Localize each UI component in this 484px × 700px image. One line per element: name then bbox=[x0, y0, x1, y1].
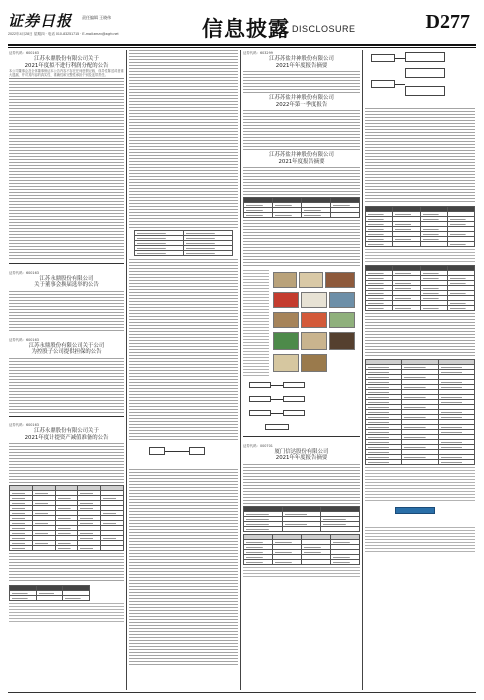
column-4 bbox=[365, 50, 475, 553]
newspaper-logo: 证券日报 bbox=[8, 12, 73, 30]
announcement-title: 2022年第一季度报告 bbox=[275, 101, 328, 108]
data-table bbox=[134, 230, 232, 256]
company-name: 江苏苏盐井神股份有限公司 bbox=[269, 56, 334, 62]
body-text bbox=[129, 259, 238, 441]
column-1 bbox=[9, 50, 124, 623]
announcement-header bbox=[9, 337, 124, 356]
column-divider bbox=[362, 50, 363, 690]
process-flowchart bbox=[243, 380, 360, 432]
announcement-title: 2021年度拟不进行利润分配的公告 bbox=[24, 62, 109, 69]
divider bbox=[9, 416, 124, 417]
column-2 bbox=[129, 50, 238, 665]
product-photo bbox=[329, 312, 355, 328]
product-photo bbox=[325, 272, 355, 288]
link-area bbox=[365, 505, 475, 525]
page-number: D277 bbox=[425, 11, 470, 33]
data-table bbox=[243, 534, 360, 565]
announcement-header bbox=[9, 422, 124, 441]
product-photo bbox=[301, 332, 327, 350]
structure-diagram bbox=[365, 50, 475, 106]
data-table bbox=[9, 485, 124, 551]
product-figure bbox=[243, 270, 360, 378]
announcement-title: 关于董事会换届选举的公告 bbox=[34, 282, 99, 289]
company-name: 厦门信达股份有限公司 bbox=[274, 448, 329, 455]
body-text bbox=[129, 50, 238, 228]
data-table bbox=[9, 585, 90, 601]
body-text bbox=[243, 110, 360, 150]
company-name: 江苏永鼎股份有限公司关于 bbox=[34, 56, 99, 62]
data-table bbox=[365, 265, 475, 311]
section-subtitle: DISCLOSURE bbox=[292, 24, 356, 34]
announcement-title: 2021年度计提资产减值准备的公告 bbox=[24, 434, 109, 441]
column-3 bbox=[243, 50, 360, 579]
product-photo bbox=[301, 292, 327, 308]
body-text bbox=[243, 71, 360, 93]
date-line: 2022年4月28日 星期四 · 电话 010-83251715 · E-mail:zmzx@zqrb.net bbox=[8, 32, 119, 36]
announcement-title: 2021年年度报告摘要 bbox=[275, 62, 328, 69]
company-name: 江苏苏盐井神股份有限公司 bbox=[269, 152, 334, 158]
body-text bbox=[243, 567, 360, 579]
body-text bbox=[9, 603, 124, 623]
company-name: 江苏永鼎股份有限公司 bbox=[39, 275, 94, 282]
stock-code: 证券代码：600163 bbox=[9, 423, 39, 428]
board-notice: 本公司董事会及全体董事保证本公告内容不存在任何虚假记载、误导性陈述或者重大遗漏，并对其内容的真实性、准确性和完整性承担个别及连带责任。 bbox=[9, 70, 124, 79]
product-photo bbox=[273, 312, 299, 328]
header-rule-thin bbox=[8, 47, 476, 48]
body-text bbox=[365, 527, 475, 553]
announcement-title: 2021年年度报告摘要 bbox=[275, 455, 328, 462]
product-photo bbox=[329, 292, 355, 308]
column-divider bbox=[126, 50, 127, 690]
product-photo bbox=[301, 312, 327, 328]
stock-code: 证券代码：000701 bbox=[243, 443, 273, 448]
announcement-header bbox=[243, 443, 360, 462]
body-text bbox=[9, 553, 124, 583]
masthead bbox=[8, 10, 476, 44]
product-photo bbox=[273, 292, 299, 308]
body-text bbox=[365, 249, 475, 263]
section-title: 信息披露 bbox=[202, 16, 290, 41]
data-table bbox=[365, 359, 475, 465]
data-table bbox=[243, 506, 360, 532]
announcement-title: 为控股子公司提供担保的公告 bbox=[31, 349, 102, 356]
body-text bbox=[243, 220, 360, 268]
footer-rule bbox=[8, 692, 476, 693]
body-text bbox=[243, 167, 360, 195]
product-photo bbox=[273, 332, 299, 350]
data-table bbox=[243, 197, 360, 218]
body-text bbox=[9, 443, 124, 483]
body-text bbox=[243, 464, 360, 504]
header-rule bbox=[8, 44, 476, 46]
company-name: 江苏苏盐井神股份有限公司 bbox=[269, 95, 334, 101]
body-text bbox=[129, 469, 238, 665]
column-divider bbox=[240, 50, 241, 690]
announcement-header bbox=[9, 50, 124, 69]
stock-code: 证券代码：600163 bbox=[9, 337, 39, 342]
company-name: 江苏永鼎股份有限公司关于 bbox=[34, 428, 99, 435]
editor-line: 责任编辑 王晓伟 bbox=[82, 15, 112, 20]
body-text bbox=[365, 313, 475, 357]
announcement-header bbox=[243, 95, 360, 108]
stock-code: 证券代码：603299 bbox=[243, 51, 273, 55]
body-text bbox=[9, 358, 124, 414]
product-photo bbox=[273, 354, 299, 372]
product-photo bbox=[273, 272, 297, 288]
product-photo bbox=[301, 354, 327, 372]
product-photo bbox=[299, 272, 323, 288]
announcement-header bbox=[243, 152, 360, 165]
body-text bbox=[9, 81, 124, 261]
divider bbox=[243, 436, 360, 437]
body-text bbox=[9, 291, 124, 333]
announcement-title: 2021年度报告摘要 bbox=[278, 158, 325, 165]
announcement-header bbox=[9, 270, 124, 289]
info-banner-icon bbox=[395, 507, 435, 514]
stock-code: 证券代码：600163 bbox=[9, 51, 39, 55]
company-name: 江苏永鼎股份有限公司关于公司 bbox=[28, 342, 105, 349]
formula-area bbox=[129, 443, 238, 467]
divider bbox=[9, 263, 124, 264]
data-table bbox=[365, 206, 475, 247]
stock-code: 证券代码：600163 bbox=[9, 270, 39, 275]
announcement-header bbox=[243, 50, 360, 69]
body-text bbox=[365, 467, 475, 503]
body-text bbox=[365, 108, 475, 204]
product-photo bbox=[329, 332, 355, 350]
